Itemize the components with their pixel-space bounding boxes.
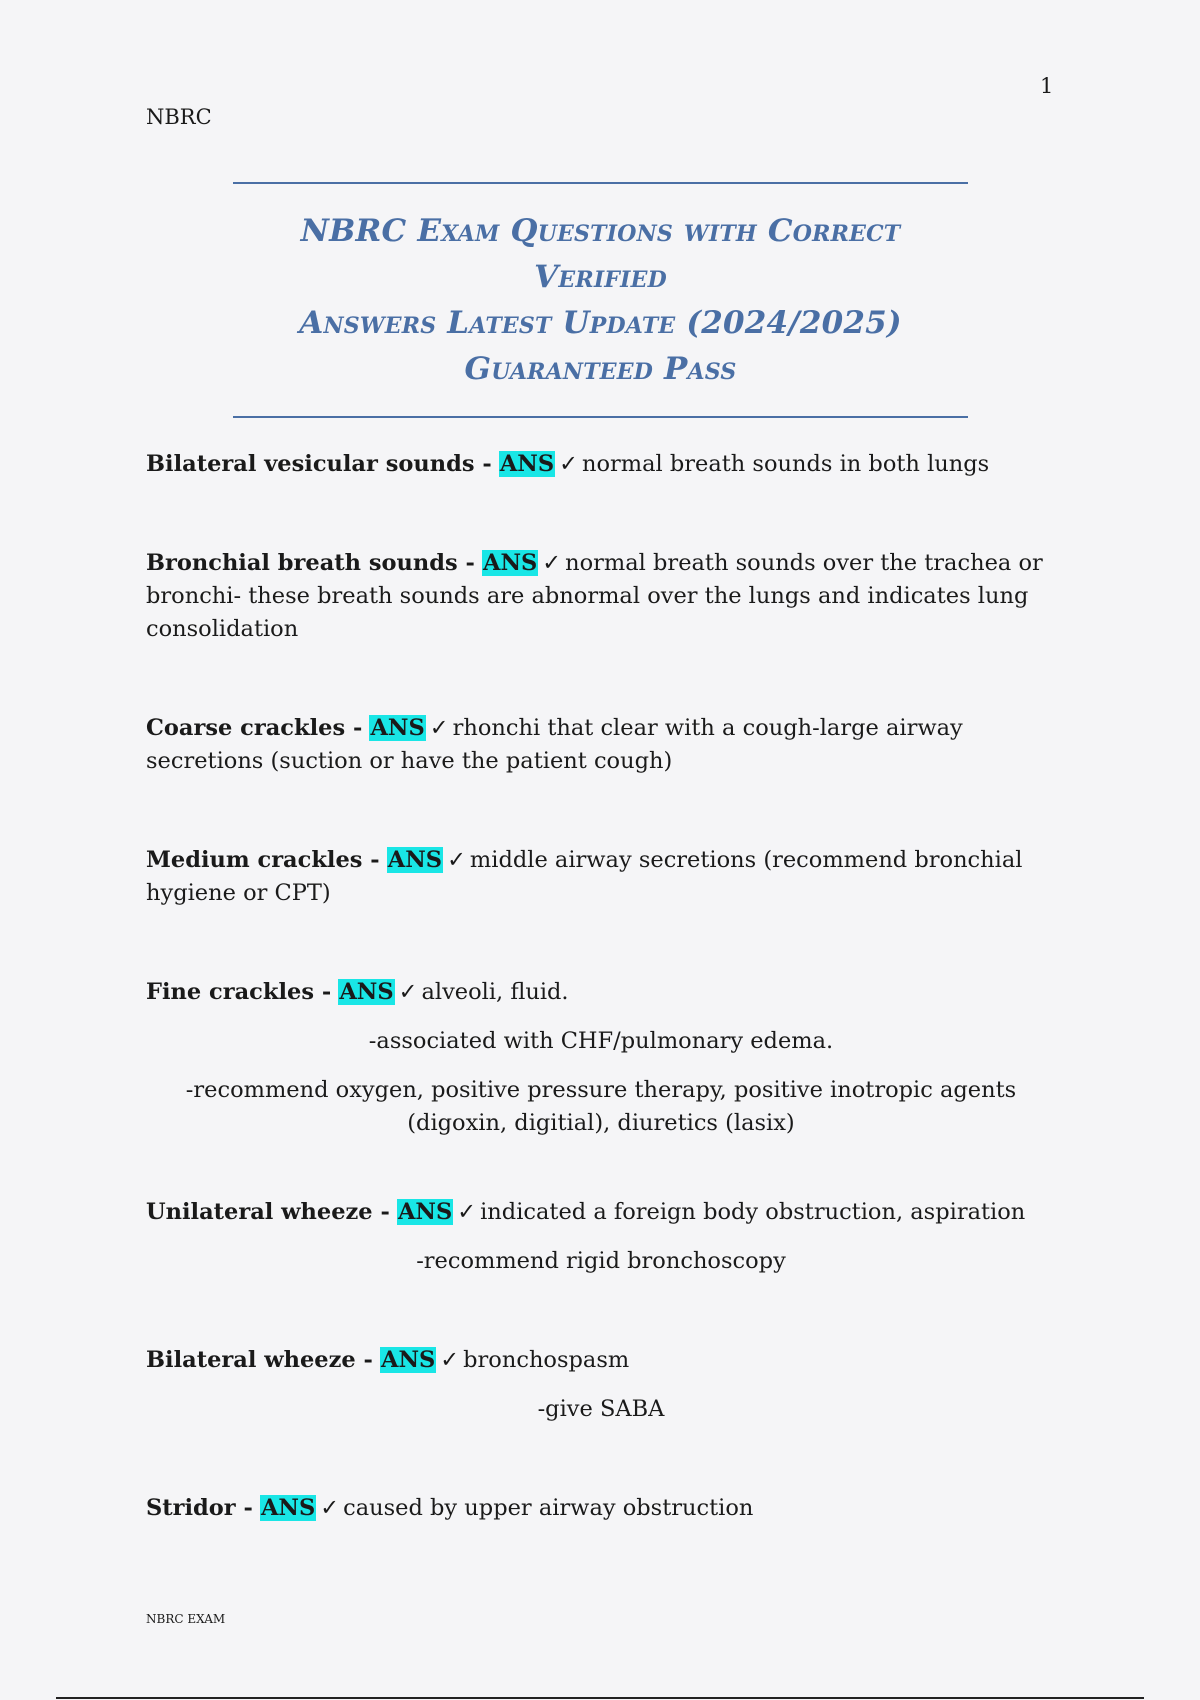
- check-icon: ✓: [447, 847, 466, 873]
- qa-entry: [146, 448, 1066, 481]
- ans-label: ANS: [260, 1495, 316, 1521]
- ans-label: ANS: [339, 979, 394, 1005]
- entry-answer: alveoli, fluid.: [421, 979, 569, 1005]
- check-icon: ✓: [429, 715, 449, 741]
- entry-answer: normal breath sounds over the trachea or bronchi- these breath sounds are abnormal over the lungs and indicates lung consolidation: [146, 550, 1043, 642]
- entry-answer: caused by upper airway obstruction: [343, 1495, 754, 1521]
- title-line: Guaranteed Pass: [464, 351, 737, 387]
- entry-term: Medium crackles -: [146, 847, 380, 873]
- entry-answer: middle airway secretions (recommend bronchial hygiene or CPT): [146, 847, 1023, 906]
- document-title: [233, 182, 968, 418]
- entry-term: Fine crackles -: [146, 979, 332, 1005]
- entry-term: Bronchial breath sounds -: [146, 550, 475, 576]
- qa-entry: [146, 712, 1066, 778]
- page-footer: NBRC EXAM: [146, 1612, 226, 1626]
- entry-note: -recommend rigid bronchoscopy: [416, 1248, 786, 1274]
- ans-label: ANS: [483, 550, 538, 576]
- entry-term: Stridor -: [146, 1495, 253, 1521]
- entry-answer: normal breath sounds in both lungs: [581, 451, 990, 477]
- check-icon: ✓: [320, 1495, 340, 1521]
- ans-label: ANS: [387, 847, 443, 873]
- qa-entry: [146, 1492, 1066, 1525]
- page-header: NBRC: [146, 105, 212, 129]
- entry-answer: indicated a foreign body obstruction, aspiration: [480, 1199, 1026, 1225]
- entry-answer: bronchospasm: [463, 1347, 630, 1373]
- qa-entry: [146, 1344, 1066, 1377]
- entry-note: -associated with CHF/pulmonary edema.: [368, 1028, 834, 1054]
- ans-label: ANS: [381, 1347, 436, 1373]
- qa-entry: [146, 547, 1066, 646]
- title-line: NBRC Exam Questions with Correct Verified: [300, 213, 901, 295]
- check-icon: ✓: [559, 451, 578, 477]
- entry-term: Coarse crackles -: [146, 715, 363, 741]
- entry-note: -give SABA: [537, 1396, 665, 1422]
- ans-label: ANS: [370, 715, 425, 741]
- footer-divider: [56, 1697, 1144, 1699]
- entry-note: -recommend oxygen, positive pressure therapy, positive inotropic agents (digoxin, digitial), diuretics (lasix): [185, 1077, 1017, 1136]
- entry-answer: rhonchi that clear with a cough-large airway secretions (suction or have the patient cough): [146, 715, 963, 774]
- qa-entry: [146, 1196, 1066, 1229]
- ans-label: ANS: [397, 1199, 453, 1225]
- check-icon: ✓: [440, 1347, 460, 1373]
- qa-list: [146, 448, 1066, 1525]
- check-icon: ✓: [542, 550, 562, 576]
- check-icon: ✓: [398, 979, 418, 1005]
- check-icon: ✓: [457, 1199, 477, 1225]
- entry-term: Bilateral vesicular sounds -: [146, 451, 492, 477]
- entry-term: Bilateral wheeze -: [146, 1347, 373, 1373]
- entry-term: Unilateral wheeze -: [146, 1199, 390, 1225]
- qa-entry: [146, 844, 1066, 910]
- ans-label: ANS: [499, 451, 555, 477]
- page-number: 1: [1040, 74, 1054, 98]
- qa-entry: [146, 976, 1066, 1009]
- title-line: Answers Latest Update (2024/2025): [299, 305, 902, 341]
